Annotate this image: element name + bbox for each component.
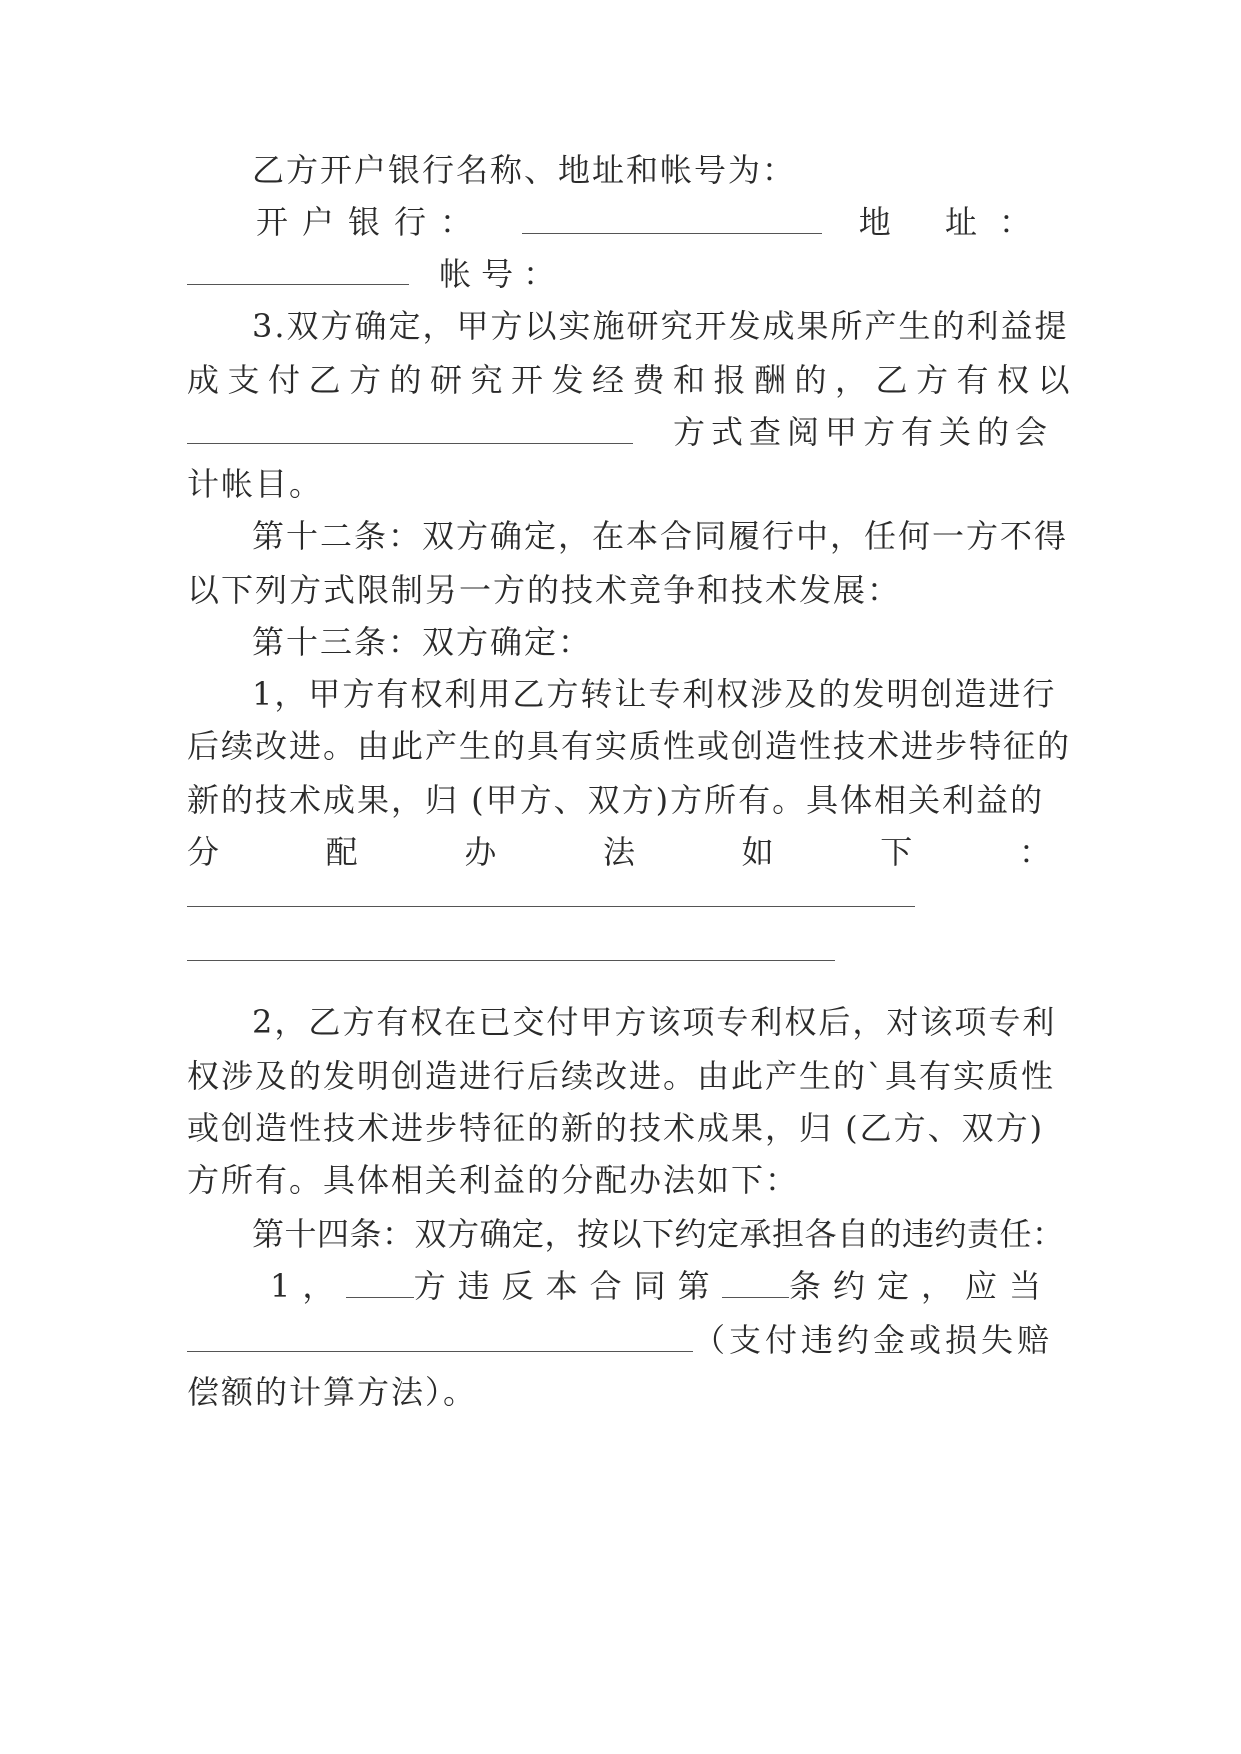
party-blank [346, 1275, 413, 1298]
address-blank [187, 262, 409, 285]
article-13-p2-line-4: 方所有。具体相关利益的分配办法如下： [187, 1161, 800, 1199]
item-number: 1， [270, 1267, 347, 1305]
clause-3-line-3 [187, 402, 1053, 462]
bank-blank [522, 211, 822, 234]
article-14-line-2-text: （支付违约金或损失赔 [692, 1321, 1053, 1359]
article-13-p1-line-2: 后续改进。由此产生的具有实质性或创造性技术进步特征的 [187, 727, 1072, 765]
article-14-line-1 [270, 1256, 1053, 1316]
article-13-p2-line-3: 或创造性技术进步特征的新的技术成果，归 (乙方、双方) [187, 1109, 1045, 1147]
violation-text: 方违反本合同第 [413, 1267, 722, 1305]
penalty-blank [187, 1329, 693, 1352]
bank-label: 开户银行： [256, 203, 487, 241]
article-14-title: 第十四条：双方确定，按以下约定承担各自的违约责任： [252, 1215, 1065, 1253]
account-label: 帐号： [439, 255, 566, 293]
fill-in-line-2 [187, 960, 835, 961]
bank-row [256, 192, 1053, 252]
spread-char: 法 [602, 833, 637, 871]
article-12-line-2: 以下列方式限制另一方的技术竞争和技术发展： [187, 571, 902, 609]
article-13-p2-line-1: 2，乙方有权在已交付甲方该项专利权后，对该项专利 [252, 1003, 1057, 1041]
clause-3-line-1: 3.双方确定，甲方以实施研究开发成果所产生的利益提 [252, 307, 1069, 345]
obligation-text: 条约定，应当 [788, 1267, 1053, 1305]
spread-char: 分 [187, 833, 222, 871]
clause-3-line-2: 成支付乙方的研究开发经费和报酬的，乙方有权以 [187, 361, 1079, 399]
address-label: 地 址： [858, 203, 1053, 241]
article-13-p1-line-4 [187, 822, 1053, 882]
article-14-line-2 [187, 1310, 1053, 1370]
spread-char: 配 [325, 833, 360, 871]
article-13-p1-line-3: 新的技术成果，归 (甲方、双方)方所有。具体相关利益的 [187, 781, 1045, 819]
spread-char: 办 [464, 833, 499, 871]
article-14-line-3: 偿额的计算方法）。 [187, 1373, 478, 1411]
article-13-p1-line-1: 1，甲方有权利用乙方转让专利权涉及的发明创造进行 [252, 675, 1057, 713]
article-13-title: 第十三条：双方确定： [252, 623, 593, 661]
article-13-p2-line-2: 权涉及的发明创造进行后续改进。由此产生的`具有实质性 [187, 1057, 1056, 1095]
spread-char: 如 [741, 833, 776, 871]
spread-char: ： [1018, 833, 1053, 871]
article-number-blank [722, 1275, 789, 1298]
bank-info-heading: 乙方开户银行名称、地址和帐号为： [252, 151, 797, 189]
spread-char: 下 [880, 833, 915, 871]
clause-3-line-3-text: 方式查阅甲方有关的会 [672, 413, 1053, 451]
method-blank [187, 421, 633, 444]
account-row [187, 244, 1053, 304]
clause-3-line-4: 计帐目。 [187, 465, 324, 503]
fill-in-line-1 [187, 906, 915, 907]
article-12-line-1: 第十二条：双方确定，在本合同履行中，任何一方不得 [252, 517, 1069, 555]
